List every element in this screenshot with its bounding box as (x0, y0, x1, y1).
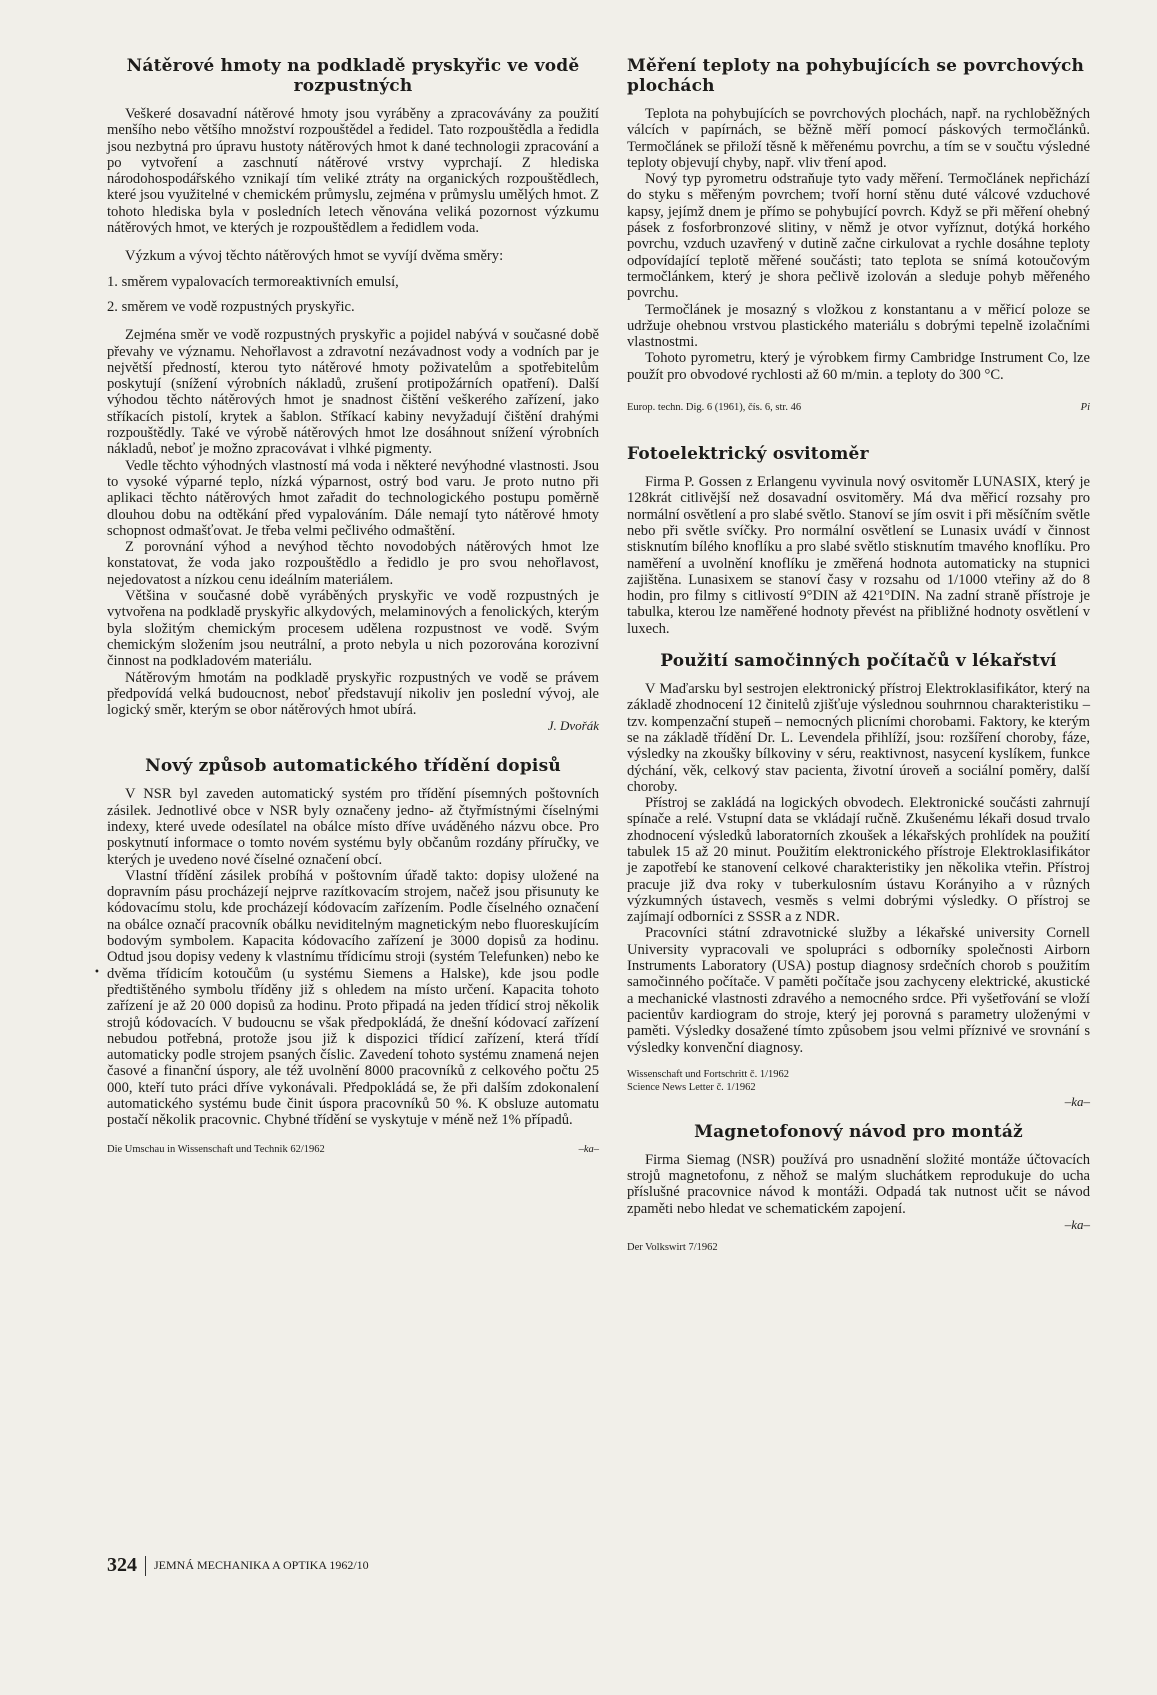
article-title: Nový způsob automatického třídění dopisů (145, 756, 561, 777)
paragraph: Veškeré dosavadní nátěrové hmoty jsou vyráběny a zpracovávány za použití menšího nebo většího množství rozpouštědel a ředidel. Tato rozpouštědla a ředidla jsou nezbytná pro úpravu hustoty nátěrových hmot k dané technologii zpracování a po vytvoření a zaschnutí nátěrové vrstvy vyprchají. Z hlediska národohospodářského vznikají tím veliké ztráty na organických rozpouštědlech, které jsou využitelné v chemickém průmyslu, zejména v průmyslu umělých hmot. Z tohoto hlediska byla v posledních letech věnována veliká pozornost výzkumu nátěrových hmot, ve kterých je rozpouštědlem a ředidlem voda. (107, 106, 599, 237)
source-citation: Der Volkswirt 7/1962 (627, 1242, 718, 1254)
source-line (107, 1143, 599, 1156)
list-item: 1. směrem vypalovacích termoreaktivních emulsí, (107, 273, 399, 290)
article-coatings (107, 56, 599, 734)
article-title: Použití samočinných počítačů v lékařství (660, 651, 1057, 672)
author-signature: J. Dvořák (547, 718, 599, 734)
left-column (107, 56, 599, 1156)
paragraph: Většina v současné době vyráběných pryskyřic ve vodě rozpustných je vytvořena na podkladě pryskyřic alkydových, melaminových a fenolických, kterým byla složitým chemickým procesem udělena rozpustnost ve vodě. Svým chemickým složením jsou neutrální, a proto nebyla u nich pozorována korozivní činnost na podkladovém materiálu. (107, 588, 599, 670)
source-citation: Wissenschaft und Fortschritt č. 1/1962 (627, 1068, 790, 1080)
signature: –ka– (1064, 1217, 1090, 1233)
paragraph: Firma P. Gossen z Erlangenu vyvinula nový osvitoměr LUNASIX, který je 128krát citlivější než dosavadní osvitoměry. Má dva měřicí rozsahy pro normální osvětlení a pro slabé světlo. Stanoví se jím osvit i při měsíčním světle nebo při světle svíčky. Pro normální osvětlení se Lunasix uvádí v činnost stisknutím bílého knoflíku a pro slabé světlo stisknutím tmavého knoflíku. Pro naměření a uvolnění knoflíku je změřená hodnota automaticky na stupnici zajištěna. Lunasixem se stanoví časy v rozsahu od 1/1000 vteřiny až do 8 hodin, pro filmy s citlivostí 9°DIN až 421°DIN. Na zadní straně přístroje je tabulka, kterou lze naměřené hodnoty převést na přibližné hodnoty osvětlení v luxech. (627, 474, 1090, 637)
signature: Pi (1080, 402, 1090, 414)
paragraph: Zejména směr ve vodě rozpustných pryskyřic a pojidel nabývá v současné době převahy ve významu. Nehořlavost a zdravotní nezávadnost vody a vodních par je největší předností, kterou tyto nátěrové hmoty poživatelům a spotřebitelům poskytují (snížení výrobních nákladů, zrušení protipožárních opatření). Další výhodou těchto nátěrových hmot je snadnost čištění veškerého zařízení, jako stříkacích pistolí, krytek a šablon. Stříkací kabiny nevyžadují čištění drahými rozpouštědly. Také ve výrobě nátěrových hmot lze dosáhnout snížení výrobních nákladů, neboť je možno zpracovávat i vlhké pigmenty. (107, 327, 599, 458)
source-line (627, 401, 1090, 414)
page-number: 324 (107, 1554, 137, 1576)
signature: –ka– (1064, 1093, 1090, 1109)
article-temperature (627, 56, 1090, 414)
source-line (627, 1241, 1090, 1254)
paragraph: V Maďarsku byl sestrojen elektronický přístroj Elektroklasifikátor, který na základě zhodnocení 12 činitelů zjišťuje výslednou souhrnnou charakteristiku – tzv. kompenzační stupeň – nemocných plicními chorobami. Faktory, ke kterým se na základě třídění Dr. L. Levendela přihlíží, jsou: rozšíření choroby, fáze, výsledky na zkoušky bílkoviny v séru, reaktivnost, nasycení kyslíkem, funkce dýchání, věk, celkový stav pacienta, životní úroveň a sociální poměry, další choroby. (627, 681, 1090, 795)
article-title: Magnetofonový návod pro montáž (694, 1121, 1023, 1142)
paragraph: Výzkum a vývoj těchto nátěrových hmot se vyvíjí dvěma směry: (125, 248, 504, 265)
paragraph: Vlastní třídění zásilek probíhá v poštovním úřadě takto: dopisy uložené na dopravním pásu procházejí nejprve razítkovacím strojem, načež jsou přisunuty ke kódovacímu stolu, kde procházejí kódovacím zařízením. Podle číselného označení na obálce označí pracovník obálku neviditelným magnetickým nebo fluoreskujícím bodovým symbolem. Kapacita kódovacího zařízení je 3000 dopisů za hodinu. Odtud jsou dopisy vedeny k vlastnímu třídicímu stroji (systém Telefunken) nebo ke dvěma třídicím kotoučům (u systému Siemens a Halske), kde jsou podle předtištěného symbolu tříděny již s ohledem na místo určení. Kapacita tohoto zařízení je až 20 000 dopisů za hodinu. Proto připadá na jeden třídicí stroj několik strojů kódovacích. V budoucnu se však předpokládá, že dnešní kódovací zařízení nebudou potřebná, protože jsou již k dispozici třídicí zařízení, která třídí automaticky podle strojem psaných číslic. Zavedení tohoto systému znamená nejen časové a finanční úspory, ale též uvolnění 8000 pracovníků z celkového počtu 25 000, kteří tuto práci dříve vykonávali. Předpokládá se, že při dalším zdokonalení automatického systému bude činit úspora pracovníků 50 %. K obsluze automatu postačí několik pracovnic. Chybné třídění se vyskytuje v méně než 1% případů. (107, 867, 599, 1129)
right-column (627, 56, 1090, 1254)
paragraph: Z porovnání výhod a nevýhod těchto novodobých nátěrových hmot lze konstatovat, že voda jako rozpouštědlo a ředidlo je pro svou nehořlavost, nejedovatost a nízkou cenu ideálním materiálem. (107, 539, 599, 588)
article-title: Nátěrové hmoty na podkladě pryskyřic ve vodě rozpustných (126, 56, 580, 96)
paragraph: Vedle těchto výhodných vlastností má voda i některé nevýhodné vlastnosti. Jsou to vysoké výparné teplo, nízká výparnost, ostrý bod varu. Je proto nutno při aplikaci těchto nátěrových hmot zařadit do technologického postupu poměrně dlouhou dobu na odtěkání před vypalováním. Dále nemají tyto nátěrové hmoty schopnost odmašťovat. Je třeba velmi pečlivého odmaštění. (107, 457, 599, 539)
article-title: Měření teploty na pohybujících se povrchových plochách (627, 56, 1085, 96)
paragraph: Nový typ pyrometru odstraňuje tyto vady měření. Termočlánek nepřichází do styku s měřeným povrchem; tvoří horní stěnu duté válcové vzduchové kapsy, jejímž dnem je přímo se pohybující povrch. Když se při měření ohebný pásek z fosforbronzové slitiny, v němž je otvor vyříznut, dotýká horkého povrchu, vzduch uzavřený v dutině začne cirkulovat a rychle dosáhne teploty odpovídající teplotě měřené součásti; tato teplota se snímá kotoučovým termočlánkem, který je shora pečlivě izolován a sleduje pohyb měřeného povrchu. (627, 171, 1090, 302)
page-footer (107, 1554, 369, 1577)
article-tape-instructions (627, 1122, 1090, 1254)
paragraph: Termočlánek je mosazný s vložkou z konstantanu a v měřicí poloze se udržuje ohebnou vrstvou plastického materiálu s dobrými tepelně izolačními vlastnostmi. (627, 301, 1090, 351)
paragraph: Pracovníci státní zdravotnické služby a lékařské university Cornell University vypracovali ve spolupráci s odborníky společnosti Airborn Instruments Laboratory (USA) postup diagnosy srdečních chorob s použitím samočinného počítače. V paměti počítače jsou zachyceny elektrické, akustické a mechanické vlastnosti zdravého a nemocného srdce. Při vyšetřování se vloží pacientův kardiogram do stroje, který jej porovná s parametry uloženými v paměti. Výsledky dosažené tímto způsobem jsou velmi příznivé ve srovnání s výsledky konvenční diagnosy. (627, 925, 1090, 1056)
source-citation: Die Umschau in Wissenschaft und Technik 62/1962 (107, 1143, 325, 1155)
margin-mark: • (94, 967, 100, 978)
paragraph: Nátěrovým hmotám na podkladě pryskyřic rozpustných ve vodě se právem předpovídá velká budoucnost, neboť představují nikoliv jen poslední vývoj, ale logický směr, kterým se obor nátěrových hmot ubírá. (107, 669, 599, 719)
source-citation: Europ. techn. Dig. 6 (1961), čís. 6, str. 46 (627, 402, 802, 414)
source-line (627, 1068, 1090, 1094)
journal-name: JEMNÁ MECHANIKA A OPTIKA 1962/10 (154, 1558, 369, 1572)
list-item: 2. směrem ve vodě rozpustných pryskyřic. (107, 298, 355, 315)
paragraph: V NSR byl zaveden automatický systém pro třídění písemných poštovních zásilek. Jednotlivé obce v NSR byly označeny jedno- až čtyřmístnými číselnými indexy, které uvede odesílatel na obálce místo dříve uváděného názvu obce. Pro poskytnutí informace o tomto novém systému byly občanům rozdány příručky, ve kterých je uvedeno nové číselné označení obcí. (107, 786, 599, 868)
article-medical-computers (627, 651, 1090, 1110)
divider (145, 1556, 146, 1576)
article-mail-sorting (107, 756, 599, 1155)
paragraph: Teplota na pohybujících se povrchových plochách, např. na rychloběžných válcích v papírnách, se běžně měří pomocí páskových termočlánků. Termočlánek se přiloží těsně k měřenému povrchu, a tím se v součtu výsledné teploty objevují chyby, např. vliv tření apod. (627, 106, 1090, 171)
source-citation: Science News Letter č. 1/1962 (627, 1081, 756, 1093)
paragraph: Přístroj se zakládá na logických obvodech. Elektronické součásti zahrnují spínače a relé. Vstupní data se vkládají ručně. Zkušenému lékaři dosud trvalo zhodnocení výsledků laboratorních zkoušek a lékařských prohlídek na použití tabulek 15 až 20 minut. Použitím elektronického přístroje Elektroklasifikátor je zapotřebí ke stanovení celkové charakteristiky jen několika vteřin. Přístroj pracuje již dva roky v tuberkulosním ústavu Korányiho a v různých výzkumných ústavech, vesměs s velmi dobrými výsledky. O přístroj se zajímají odborníci z SSSR a z NDR. (627, 795, 1090, 926)
paragraph: Tohoto pyrometru, který je výrobkem firmy Cambridge Instrument Co, lze použít pro obvodové rychlosti až 60 m/min. a teploty do 300 °C. (627, 350, 1090, 383)
article-title: Fotoelektrický osvitoměr (627, 444, 869, 465)
article-light-meter (627, 444, 1090, 637)
paragraph: Firma Siemag (NSR) používá pro usnadnění složité montáže účtovacích strojů magnetofonu, z něhož se malým sluchátkem reprodukuje do ucha příslušné pracovnice návod k montáži. Odpadá tak nutnost učit se návod zpaměti nebo hledat ve schematickém zapojení. (627, 1151, 1090, 1217)
signature: –ka– (578, 1143, 599, 1155)
